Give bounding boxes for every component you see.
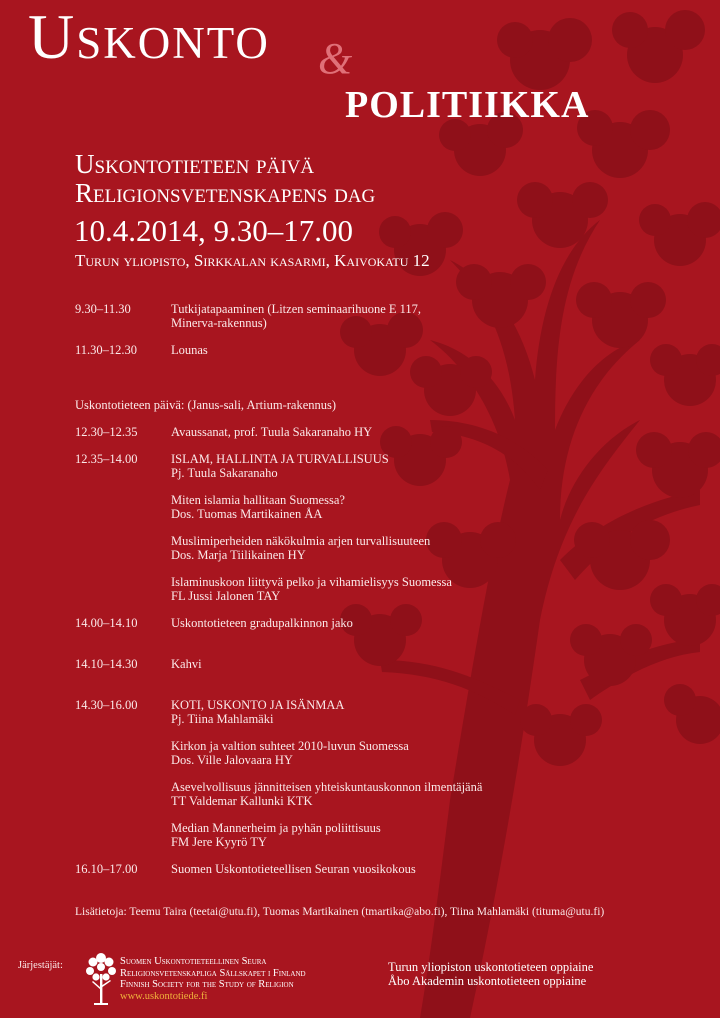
society-website-link[interactable]: www.uskontotiede.fi (120, 990, 208, 1002)
organizer-society (120, 956, 306, 1002)
schedule-time: 9.30–11.30 (75, 302, 131, 316)
schedule-time: 16.10–17.00 (75, 862, 138, 876)
section-heading: Uskontotieteen päivä: (Janus-sali, Artium-rakennus) (75, 398, 337, 412)
schedule-description: Kirkon ja valtion suhteet 2010-luvun Suomessa Dos. Ville Jalovaara HY (171, 739, 409, 767)
schedule-description: Muslimiperheiden näkökulmia arjen turvallisuuteen Dos. Marja Tiilikainen HY (171, 534, 431, 562)
schedule-description: Median Mannerheim ja pyhän poliittisuus FM Jere Kyyrö TY (171, 821, 381, 849)
contact-info: Lisätietoja: Teemu Taira (teetai@utu.fi), Tuomas Martikainen (tmartika@abo.fi), Tiina Mahlamäki (tituma@utu.fi) (75, 906, 605, 918)
schedule-time: 14.10–14.30 (75, 657, 138, 671)
schedule-description: ISLAM, HALLINTA JA TURVALLISUUS Pj. Tuula Sakaranaho (171, 452, 389, 480)
event-name-finnish: Uskontotieteen päivä (75, 149, 315, 179)
schedule-description: Miten islamia hallitaan Suomessa? Dos. Tuomas Martikainen ÅA (171, 493, 345, 521)
event-date: 10.4.2014, 9.30–17.00 (74, 213, 353, 248)
schedule-description: KOTI, USKONTO JA ISÄNMAA Pj. Tiina Mahlamäki (171, 698, 345, 726)
university-abo: Åbo Akademin uskontotieteen oppiaine (388, 974, 587, 988)
poster-subtitle: politiikka (345, 69, 590, 129)
schedule-description: Asevelvollisuus jännitteisen yhteiskuntauskonnon ilmentäjänä TT Valdemar Kallunki KTK (171, 780, 483, 808)
poster-title: Uskonto (28, 1, 270, 72)
event-venue: Turun yliopisto, Sirkkalan kasarmi, Kaivokatu 12 (75, 251, 430, 270)
event-name-swedish: Religionsvetenskapens dag (75, 178, 376, 208)
schedule-description: Uskontotieteen gradupalkinnon jako (171, 616, 353, 630)
organizer-universities (388, 960, 593, 988)
tree-logo-icon (84, 950, 118, 1006)
schedule-description: Lounas (171, 343, 208, 357)
schedule-description: Tutkijatapaaminen (Litzen seminaarihuone E 117, Minerva-rakennus) (171, 302, 422, 330)
schedule-time: 12.35–14.00 (75, 452, 138, 466)
organizer-name-fi: Suomen Uskontotieteellinen Seura (120, 956, 267, 967)
schedule-description: Avaussanat, prof. Tuula Sakaranaho HY (171, 425, 373, 439)
schedule-time: 14.30–16.00 (75, 698, 138, 712)
schedule-description: Suomen Uskontotieteellisen Seuran vuosikokous (171, 862, 416, 876)
title-ampersand: & (318, 34, 353, 83)
organizers-label: Järjestäjät: (18, 960, 63, 971)
organizer-name-en: Finnish Society for the Study of Religion (120, 979, 294, 990)
schedule-time: 14.00–14.10 (75, 616, 138, 630)
schedule-time: 11.30–12.30 (75, 343, 138, 357)
schedule-time: 12.30–12.35 (75, 425, 138, 439)
organizer-name-sv: Religionsvetenskapliga Sällskapet i Finland (120, 967, 306, 979)
schedule-description: Kahvi (171, 657, 202, 671)
university-turku: Turun yliopiston uskontotieteen oppiaine (388, 960, 594, 974)
schedule-description: Islaminuskoon liittyvä pelko ja vihamielisyys Suomessa FL Jussi Jalonen TAY (171, 575, 452, 603)
